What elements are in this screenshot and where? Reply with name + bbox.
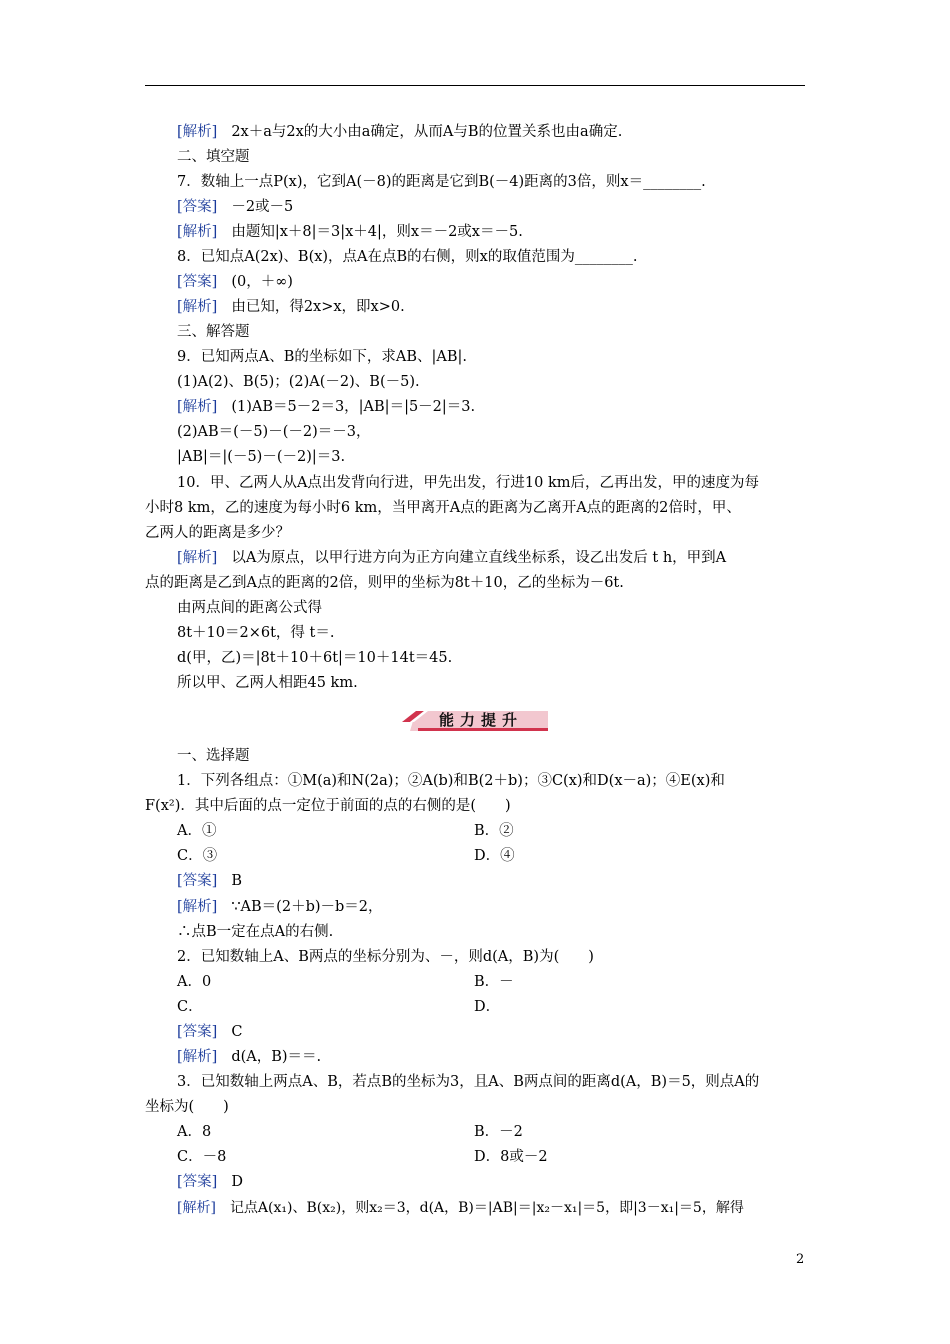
- analysis-line: [解析] 由已知，得2x>x，即x>0.: [177, 299, 405, 315]
- text-line: |AB|＝|(－5)－(－2)|＝3.: [177, 449, 346, 465]
- question-text: (1)A(2)、B(5)；(2)A(－2)、B(－5).: [177, 374, 420, 390]
- option-d: D．: [474, 999, 501, 1015]
- answer-line: [答案] (0，＋∞): [177, 274, 293, 290]
- analysis-line: [解析] (1)AB＝5－2＝3，|AB|＝|5－2|＝3.: [177, 399, 476, 415]
- question-text: 9．已知两点A、B的坐标如下，求AB、|AB|.: [177, 349, 467, 365]
- text-line: 8t＋10＝2×6t，得 t＝.: [177, 625, 335, 641]
- question-text: 7．数轴上一点P(x)，它到A(－8)的距离是它到B(－4)距离的3倍，则x＝________.: [177, 174, 706, 190]
- answer-line: [答案] B: [177, 873, 242, 889]
- option-c: C．－8: [177, 1149, 227, 1165]
- section-banner-title: 能力提升: [438, 711, 523, 729]
- page-number: 2: [796, 1252, 805, 1267]
- question-text: 小时8 km，乙的速度为每小时6 km，当甲离开A点的距离为乙离开A点的距离的2倍时，甲、: [145, 500, 741, 516]
- question-text: F(x²)．其中后面的点一定位于前面的点的右侧的是( ): [145, 798, 511, 814]
- option-a: A．0: [177, 974, 212, 990]
- text-line: (2)AB＝(－5)－(－2)＝－3，: [177, 424, 371, 440]
- option-b: B．②: [474, 823, 514, 839]
- analysis-line: [解析] 记点A(x₁)、B(x₂)，则x₂＝3，d(A，B)＝|AB|＝|x₂－x₁|＝5，即|3－x₁|＝5，解得: [177, 1200, 744, 1216]
- option-a: A．①: [177, 823, 217, 839]
- option-b: B．－2: [474, 1124, 523, 1140]
- text-line: d(甲，乙)＝|8t＋10＋6t|＝10＋14t＝45.: [177, 650, 453, 666]
- question-text: 坐标为( ): [145, 1099, 229, 1115]
- text-line: [解析] 2x＋a与2x的大小由a确定，从而A与B的位置关系也由a确定.: [177, 124, 623, 140]
- question-text: 2．已知数轴上A、B两点的坐标分别为、－，则d(A，B)为( ): [177, 949, 594, 965]
- section-heading: 三、解答题: [177, 324, 250, 340]
- text-line: 由两点间的距离公式得: [177, 600, 322, 616]
- analysis-line: [解析] d(A，B)＝＝.: [177, 1049, 322, 1065]
- question-text: 10．甲、乙两人从A点出发背向行进，甲先出发，行进10 km后，乙再出发，甲的速度为每: [177, 475, 760, 491]
- header-rule: [145, 85, 805, 86]
- section-heading: 二、填空题: [177, 149, 250, 165]
- question-text: 3．已知数轴上两点A、B，若点B的坐标为3，且A、B两点间的距离d(A，B)＝5，则点A的: [177, 1074, 760, 1090]
- answer-line: [答案] D: [177, 1174, 243, 1190]
- option-c: C．③: [177, 848, 218, 864]
- section-heading: 一、选择题: [177, 748, 250, 764]
- option-d: D．8或－2: [474, 1149, 548, 1165]
- answer-line: [答案] －2或－5: [177, 199, 294, 215]
- option-c: C．: [177, 999, 203, 1015]
- text-line: 所以甲、乙两人相距45 km.: [177, 675, 358, 691]
- question-text: 乙两人的距离是多少？: [145, 525, 290, 541]
- option-b: B．－: [474, 974, 514, 990]
- option-a: A．8: [177, 1124, 212, 1140]
- analysis-line: [解析] 由题知|x＋8|＝3|x＋4|，则x＝－2或x＝－5.: [177, 224, 523, 240]
- analysis-line: [解析] ∵AB＝(2＋b)－b＝2，: [177, 899, 383, 915]
- question-text: 8．已知点A(2x)、B(x)，点A在点B的右侧，则x的取值范围为________.: [177, 249, 638, 265]
- analysis-line: [解析] 以A为原点，以甲行进方向为正方向建立直线坐标系，设乙出发后 t h，甲到A: [177, 550, 727, 566]
- option-d: D．④: [474, 848, 515, 864]
- answer-line: [答案] C: [177, 1024, 243, 1040]
- text-line: ∴点B一定在点A的右侧.: [177, 924, 334, 940]
- question-text: 1．下列各组点：①M(a)和N(2a)；②A(b)和B(2＋b)；③C(x)和D(x－a)；④E(x)和: [177, 773, 725, 789]
- text-line: 点的距离是乙到A点的距离的2倍，则甲的坐标为8t＋10，乙的坐标为－6t.: [145, 575, 624, 591]
